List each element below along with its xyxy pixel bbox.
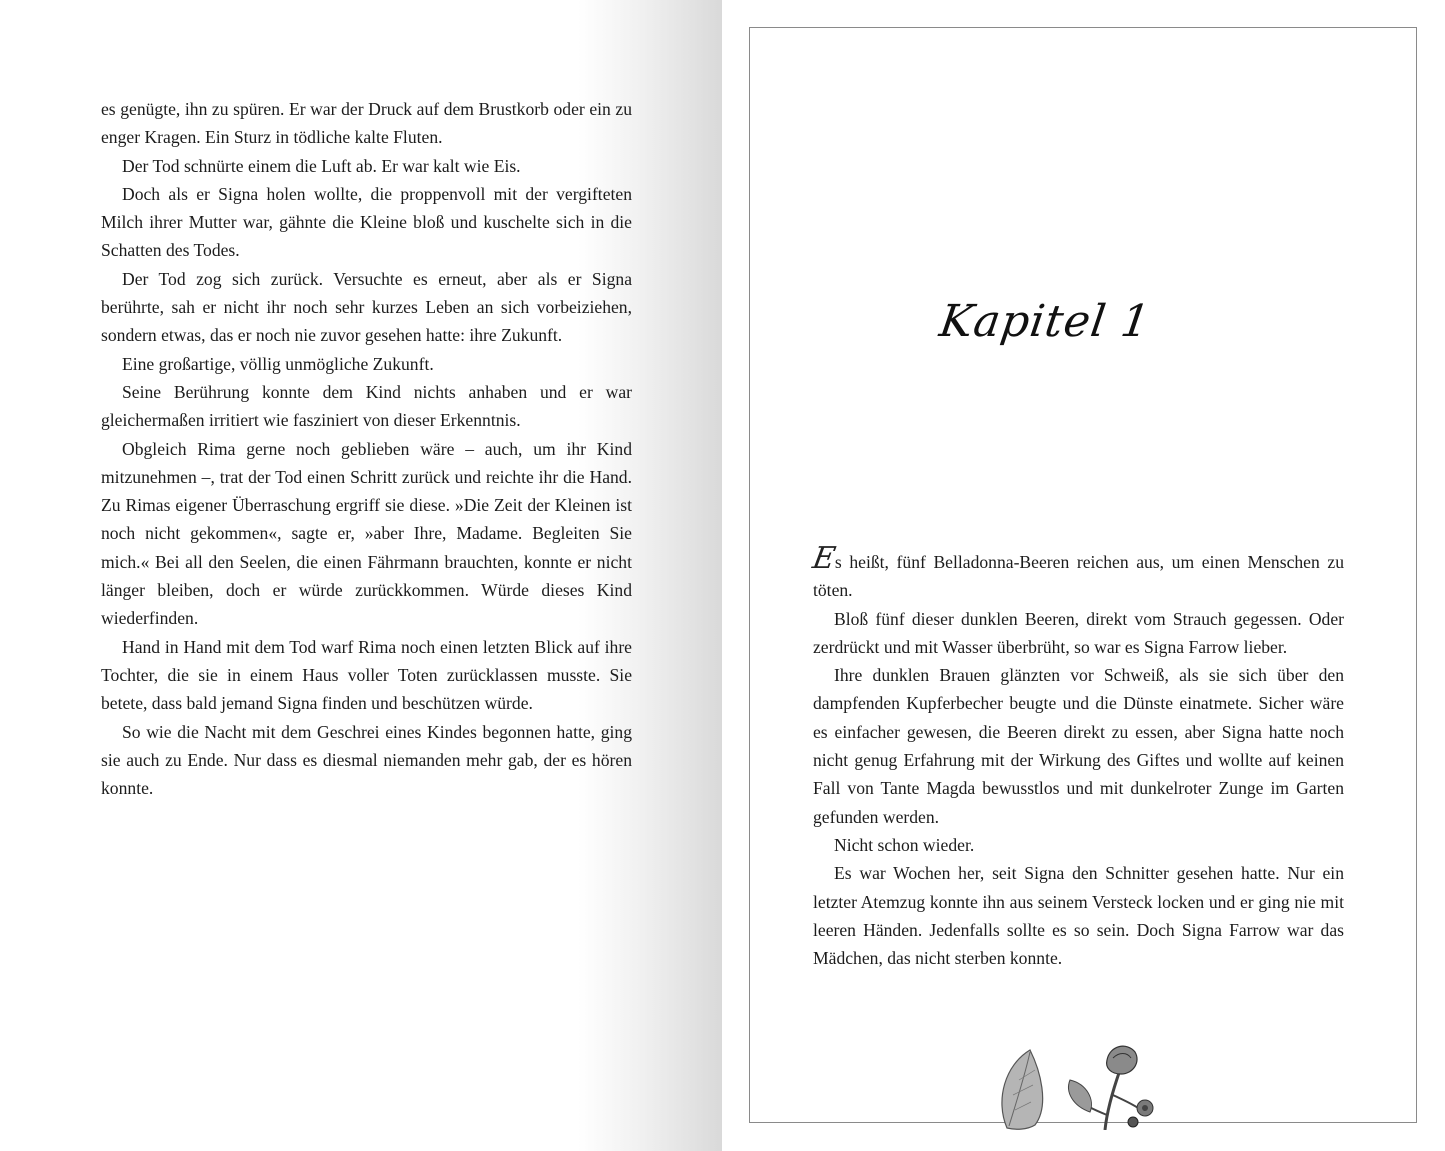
paragraph: Eine großartige, völlig unmögliche Zukunft. — [122, 353, 434, 374]
paragraph: Nicht schon wieder. — [834, 834, 975, 855]
paragraph: Seine Berührung konnte dem Kind nichts anhaben und er war gleichermaßen irritiert wie fasziniert von dieser Erkenntnis. — [101, 381, 632, 431]
paragraph: Ihre dunklen Brauen glänzten vor Schweiß, als sie sich über den dampfenden Kupferbecher beugte und die Dünste einatmete. Sicher wäre es einfacher gewesen, die Beeren direkt zu essen, aber Signa hatte noch nicht genug Erfahrung mit der Wirkung des Giftes und wollte auf keinen Fall von Tante Magda bewusstlos und mit dunkelroter Zunge im Garten gefunden werden. — [813, 665, 1344, 827]
right-page-text — [810, 541, 1344, 972]
paragraph: Hand in Hand mit dem Tod warf Rima noch einen letzten Blick auf ihre Tochter, die sie in einem Haus voller Toten zurücklassen musste. Sie betete, dass bald jemand Signa finden und beschützen würde. — [101, 636, 632, 714]
paragraph: Der Tod zog sich zurück. Versuchte es erneut, aber als er Signa berührte, sah er nicht ihr noch sehr kurzes Leben an sich vorbeiziehen, sondern etwas, das er noch nie zuvor gesehen hatte: ihre Zukunft. — [101, 268, 632, 346]
belladonna-leaf-flower-icon — [995, 1040, 1165, 1130]
paragraph: So wie die Nacht mit dem Geschrei eines Kindes begonnen hatte, ging sie auch zu Ende. Nur dass es diesmal niemanden mehr gab, der es hören konnte. — [101, 721, 632, 799]
paragraph: Der Tod schnürte einem die Luft ab. Er war kalt wie Eis. — [122, 155, 521, 176]
left-page-text — [101, 95, 632, 802]
opening-paragraph-text: s heißt, fünf Belladonna-Beeren reichen aus, um einen Menschen zu töten. — [813, 552, 1344, 601]
paragraph: Bloß fünf dieser dunklen Beeren, direkt vom Strauch gegessen. Oder zerdrückt und mit Wasser überbrüht, so war es Signa Farrow lieber. — [813, 608, 1344, 657]
opening-paragraph — [810, 541, 1344, 605]
paragraph: es genügte, ihn zu spüren. Er war der Druck auf dem Brustkorb oder ein zu enger Kragen. Ein Sturz in tödliche kalte Fluten. — [101, 99, 632, 148]
chapter-title: Kapitel 1 — [936, 296, 1154, 347]
paragraph: Doch als er Signa holen wollte, die proppenvoll mit der vergifteten Milch ihrer Mutter war, gähnte die Kleine bloß und kuschelte sich in die Schatten des Todes. — [101, 183, 632, 261]
paragraph: Es war Wochen her, seit Signa den Schnitter gesehen hatte. Nur ein letzter Atemzug konnte ihn aus seinem Versteck locken und er ging nie mit leeren Händen. Jedenfalls sollte es so sein. Doch Signa Farrow war das Mädchen, das nicht sterben konnte. — [813, 863, 1344, 969]
paragraph: Obgleich Rima gerne noch geblieben wäre – auch, um ihr Kind mitzunehmen –, trat der Tod einen Schritt zurück und reichte ihr die Hand. Zu Rimas eigener Überraschung ergriff sie diese. »Die Zeit der Kleinen ist noch nicht gekommen«, sagte er, »aber Ihre, Madame. Begleiten Sie mich.« Bei all den Seelen, die einen Fährmann brauchten, konnte er nicht länger bleiben, doch er würde zurückkommen. Würde dieses Kind wiederfinden. — [101, 438, 632, 629]
drop-cap: E — [810, 541, 839, 576]
